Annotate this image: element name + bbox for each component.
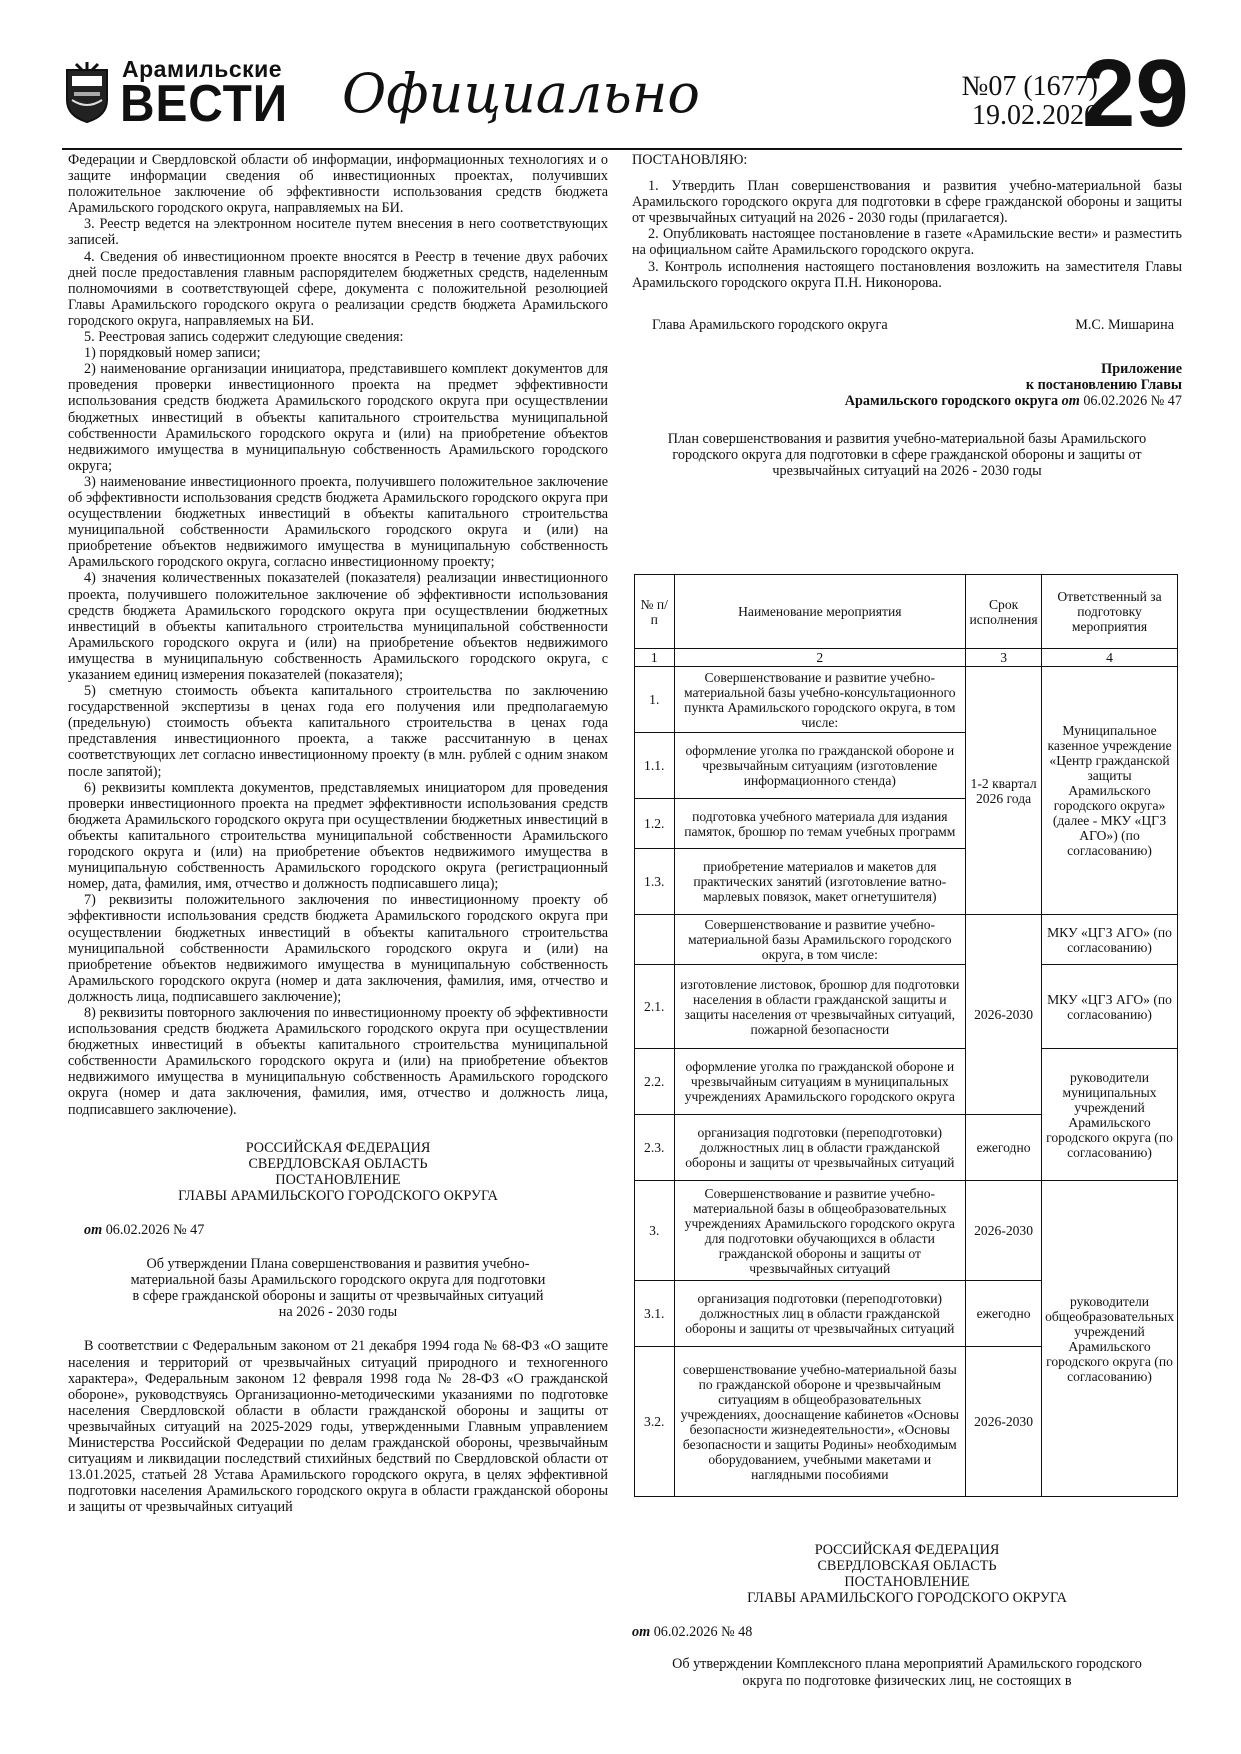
column-number: 2: [674, 649, 966, 667]
header-cell: Ответственный за подготовку мероприятия: [1042, 575, 1178, 649]
row-number: 1.2.: [635, 799, 675, 849]
activity-name: Совершенствование и развитие учебно-материальной базы учебно-консультационного пункта Арамильского городского округа, в том числе:: [674, 667, 966, 733]
term-cell: ежегодно: [966, 1281, 1042, 1347]
table-row: [635, 1181, 1178, 1281]
column-number: 4: [1042, 649, 1178, 667]
term-cell: ежегодно: [966, 1115, 1042, 1181]
heading-region: СВЕРДЛОВСКАЯ ОБЛАСТЬ: [817, 1558, 997, 1575]
paragraph: 6) реквизиты комплекта документов, представляемых инициатором для проведения проверки инвестиционного проекта на предмет эффективности использования средств бюджета Арамильского городского округа при осуществлении бюджетных инвестиций в объекты капитального строительства муниципальной собственности Арамильского городского округа и (или) на приобретение объектов недвижимого имущества в муниципальную собственность Арамильского городского округа (регистрационный номер, дата, фамилия, имя, отчество и должность подписавшего лица);: [68, 779, 608, 893]
row-number: 2.3.: [635, 1115, 675, 1181]
term-cell: 2026-2030: [966, 1181, 1042, 1281]
appendix-line: [632, 393, 1182, 409]
logo-text-top: Арамильские: [122, 56, 283, 82]
appendix-prefix: от: [1061, 392, 1080, 409]
heading-country: РОССИЙСКАЯ ФЕДЕРАЦИЯ: [245, 1139, 431, 1156]
date-number: 06.02.2026 № 47: [105, 1222, 205, 1238]
row-number: 3.: [635, 1181, 675, 1281]
issue-date: 19.02.2026: [972, 100, 1098, 131]
signer-name: М.С. Мишарина: [1075, 316, 1174, 333]
table-row: [635, 667, 1178, 733]
term-cell: 2026-2030: [966, 915, 1042, 1115]
responsible-cell: МКУ «ЦГЗ АГО» (по согласованию): [1042, 965, 1178, 1049]
term-cell: 2026-2030: [966, 1347, 1042, 1497]
decree-title: Об утверждении Комплексного плана мероприятий Арамильского городского округа по подготовке физических лиц, не состоящих в: [672, 1656, 1142, 1689]
activity-name: оформление уголка по гражданской обороне и чрезвычайным ситуациям (изготовление информационного стенда): [674, 733, 966, 799]
column-number-row: [635, 649, 1178, 667]
header-cell: Наименование мероприятия: [674, 575, 966, 649]
activity-name: организация подготовки (переподготовки) должностных лиц в области гражданской обороны и защиты от чрезвычайных ситуаций: [674, 1281, 966, 1347]
paragraph: 4) значения количественных показателей (показателя) реализации инвестиционного проекта, получившего положительное заключение об эффективности использования средств бюджета Арамильского городского округа при осуществлении бюджетных инвестиций в объекты капитального строительства муниципальной собственности Арамильского городского округа и (или) на приобретение объектов недвижимого имущества в муниципальную собственность Арамильского городского округа, с указанием единиц измерения показателей (показателя);: [68, 570, 608, 683]
row-number: 3.1.: [635, 1281, 675, 1347]
appendix-line: к постановлению Главы: [1025, 376, 1182, 393]
signature-line: [632, 317, 1182, 333]
column-number: 3: [966, 649, 1042, 667]
appendix-note: [632, 361, 1182, 409]
responsible-cell: руководители муниципальных учреждений Арамильского городского округа (по согласованию): [1042, 1049, 1178, 1181]
right-column: [632, 152, 1182, 479]
header-rule: [62, 148, 1182, 150]
heading-authority: ГЛАВЫ АРАМИЛЬСКОГО ГОРОДСКОГО ОКРУГА: [178, 1187, 498, 1204]
heading-country: РОССИЙСКАЯ ФЕДЕРАЦИЯ: [814, 1542, 1000, 1558]
page-number: 29: [1082, 40, 1189, 147]
paragraph: 8) реквизиты повторного заключения по инвестиционному проекту об эффективности использования средств бюджета Арамильского городского округа при осуществлении бюджетных инвестиций в объекты капитального строительства муниципальной собственности Арамильского городского округа и (или) на приобретение объектов недвижимого имущества в муниципальную собственность Арамильского городского округа (номер и дата заключения, фамилия, имя, отчество и должность лица, подписавшего заключение).: [68, 1004, 608, 1118]
table-row: [635, 1049, 1178, 1115]
page-header: [62, 40, 1189, 147]
issue-number: №07 (1677): [961, 71, 1098, 102]
activity-name: Совершенствование и развитие учебно-материальной базы в общеобразовательных учреждениях Арамильского городского округа для подготовки обучающихся в области гражданской обороны и защиты от чрезвычайных ситуаций: [674, 1181, 966, 1281]
appendix-authority: Арамильского городского округа: [844, 392, 1059, 409]
activity-name: совершенствование учебно-материальной базы по гражданской обороне и чрезвычайным ситуациям в общеобразовательных учреждениях, дооснащение кабинетов «Основы безопасности жизнедеятельности», «Основы безопасности и защиты Родины» необходимым оборудованием, учебными макетами и наглядными пособиями: [674, 1347, 966, 1497]
decree-body: В соответствии с Федеральным законом от 21 декабря 1994 года № 68-ФЗ «О защите населения и территорий от чрезвычайных ситуаций природного и техногенного характера», Федеральным законом 12 февраля 1998 года № 28-ФЗ «О гражданской обороне», руководствуясь Организационно-методическими указаниями по подготовке населения Свердловской области в области гражданской обороны и защиты от чрезвычайных ситуаций на 2025-2029 годы, утвержденными Главным управлением Министерства Российской Федерации по делам гражданской обороны, чрезвычайным ситуациям и ликвидации последствий стихийных бедствий по Свердловской области от 13.01.2025, статьей 28 Устава Арамильского городского округа, в целях эффективной подготовки населения Арамильского городского округа в области гражданской обороны и защиты от чрезвычайных ситуаций: [68, 1338, 608, 1516]
row-number: [635, 915, 675, 965]
table-row: [635, 965, 1178, 1049]
paragraph: 7) реквизиты положительного заключения по инвестиционному проекту об эффективности использования средств бюджета Арамильского городского округа при осуществлении бюджетных инвестиций в объекты капитального строительства муниципальной собственности Арамильского городского округа и (или) на приобретение объектов недвижимого имущества в муниципальную собственность Арамильского городского округа (номер и дата заключения, фамилия, имя, отчество и должность лица, подписавшего заключение);: [68, 892, 608, 1005]
table-header-row: [635, 575, 1178, 649]
left-column: [68, 152, 608, 1516]
header-cell: Срок исполнения: [966, 575, 1042, 649]
activity-name: Совершенствование и развитие учебно-материальной базы Арамильского городского округа, в том числе:: [674, 915, 966, 965]
signer-position: Глава Арамильского городского округа: [652, 316, 888, 333]
column-number: 1: [635, 649, 675, 667]
activity-name: организация подготовки (переподготовки) должностных лиц в области гражданской обороны и защиты от чрезвычайных ситуаций: [674, 1115, 966, 1181]
newspaper-logo: [62, 54, 302, 134]
heading-doc-type: ПОСТАНОВЛЕНИЕ: [844, 1574, 970, 1591]
activity-name: изготовление листовок, брошюр для подготовки населения в области гражданской защиты и защиты населения от чрезвычайных ситуаций, пожарной безопасности: [674, 965, 966, 1049]
row-number: 2.2.: [635, 1049, 675, 1115]
row-number: 1.: [635, 667, 675, 733]
paragraph: 4. Сведения об инвестиционном проекте вносятся в Реестр в течение двух рабочих дней после предоставления главным распорядителем бюджетных средств, наделенным полномочиями в соответствующей сфере, документа с положительной резолюцией Главы Арамильского городского округа о реализации средств бюджета Арамильского городского округа, направляемых на БИ.: [68, 248, 608, 329]
activity-name: подготовка учебного материала для издания памяток, брошюр по темам учебных программ: [674, 799, 966, 849]
term-cell: 1-2 квартал 2026 года: [966, 667, 1042, 915]
logo-text-main: ВЕСТИ: [120, 75, 289, 133]
paragraph: 3) наименование инвестиционного проекта, получившего положительное заключение об эффективности использования средств бюджета Арамильского городского округа при осуществлении бюджетных инвестиций в объекты капитального строительства муниципальной собственности Арамильского городского округа и (или) на приобретение объектов недвижимого имущества в муниципальную собственность Арамильского городского округа, согласно инвестиционному проекту;: [68, 473, 608, 571]
row-number: 3.2.: [635, 1347, 675, 1497]
paragraph: 1) порядковый номер записи;: [84, 345, 261, 362]
decree-date: [68, 1222, 608, 1238]
responsible-cell: руководители общеобразовательных учреждений Арамильского городского округа (по согласованию): [1042, 1181, 1178, 1497]
responsible-cell: МКУ «ЦГЗ АГО» (по согласованию): [1042, 915, 1178, 965]
plan-title: План совершенствования и развития учебно-материальной базы Арамильского городского округа для подготовки в сфере гражданской обороны и защиты от чрезвычайных ситуаций на 2026 - 2030 годы: [667, 430, 1147, 480]
row-number: 1.1.: [635, 733, 675, 799]
heading-region: СВЕРДЛОВСКАЯ ОБЛАСТЬ: [248, 1155, 428, 1172]
decree-item: 1. Утвердить План совершенствования и развития учебно-материальной базы Арамильского городского округа для подготовки в сфере гражданской обороны и защиты от чрезвычайных ситуаций на 2026 - 2030 годы (прилагается).: [632, 178, 1182, 227]
responsible-cell: Муниципальное казенное учреждение «Центр гражданской защиты Арамильского городского округа» (далее - МКУ «ЦГЗ АГО») (по согласованию): [1042, 667, 1178, 915]
section-title: Официально: [342, 62, 700, 125]
right-column-bottom: [632, 1542, 1182, 1689]
city-emblem-icon: [62, 62, 112, 124]
date-prefix: от: [632, 1624, 651, 1641]
date-number: 06.02.2026 № 48: [653, 1624, 753, 1641]
paragraph: Федерации и Свердловской области об информации, информационных технологиях и о защите информации сведения об инвестиционных проектах, получивших положительное заключение об эффективности использования средств бюджета Арамильского городского округа, направляемых на БИ.: [68, 152, 608, 217]
paragraph: 5) сметную стоимость объекта капитального строительства по заключению государственной экспертизы в ценах года его получения или предполагаемую (предельную) стоимость объекта капитального строительства в ценах года представления инвестиционного проекта, а также рассчитанную в ценах соответствующих лет согласно инвестиционному проекту (в млн. рублей с одним знаком после запятой);: [68, 683, 608, 780]
activity-name: приобретение материалов и макетов для практических занятий (изготовление ватно-марлевых повязок, макет огнетушителя): [674, 849, 966, 915]
paragraph: 3. Реестр ведется на электронном носителе путем внесения в него соответствующих записей.: [68, 216, 608, 249]
table-row: [635, 915, 1178, 965]
paragraph: 2) наименование организации инициатора, представившего комплект документов для проведения проверки инвестиционного проекта на предмет эффективности использования средств бюджета Арамильского городского округа при осуществлении бюджетных инвестиций в объекты капитального строительства муниципальной собственности Арамильского городского округа и (или) на приобретение объектов недвижимого имущества в муниципальную собственность Арамильского городского округа;: [68, 361, 608, 474]
decree-title: Об утверждении Плана совершенствования и развития учебно-материальной базы Арамильского городского округа для подготовки в сфере гражданской обороны и защиты от чрезвычайных ситуаций на 2026 - 2030 годы: [130, 1256, 546, 1321]
date-prefix: от: [84, 1222, 103, 1238]
heading-authority: ГЛАВЫ АРАМИЛЬСКОГО ГОРОДСКОГО ОКРУГА: [747, 1590, 1067, 1607]
decree-date: [632, 1624, 1182, 1640]
heading-doc-type: ПОСТАНОВЛЕНИЕ: [275, 1171, 401, 1188]
decree-word: ПОСТАНОВЛЯЮ:: [632, 152, 748, 168]
header-cell: № п/п: [635, 575, 675, 649]
row-number: 1.3.: [635, 849, 675, 915]
appendix-line: Приложение: [1101, 360, 1182, 377]
issue-info: [878, 72, 1098, 130]
row-number: 2.1.: [635, 965, 675, 1049]
appendix-date: 06.02.2026 № 47: [1083, 392, 1182, 409]
paragraph: 5. Реестровая запись содержит следующие сведения:: [84, 329, 404, 346]
activity-name: оформление уголка по гражданской обороне и чрезвычайным ситуациям в муниципальных учреждениях Арамильского городского округа: [674, 1049, 966, 1115]
decree-item: 3. Контроль исполнения настоящего постановления возложить на заместителя Главы Арамильского городского округа П.Н. Никонорова.: [632, 258, 1182, 291]
decree-item: 2. Опубликовать настоящее постановление в газете «Арамильские вести» и разместить на официальном сайте Арамильского городского округа.: [632, 226, 1182, 259]
plan-table: [634, 574, 1178, 1497]
